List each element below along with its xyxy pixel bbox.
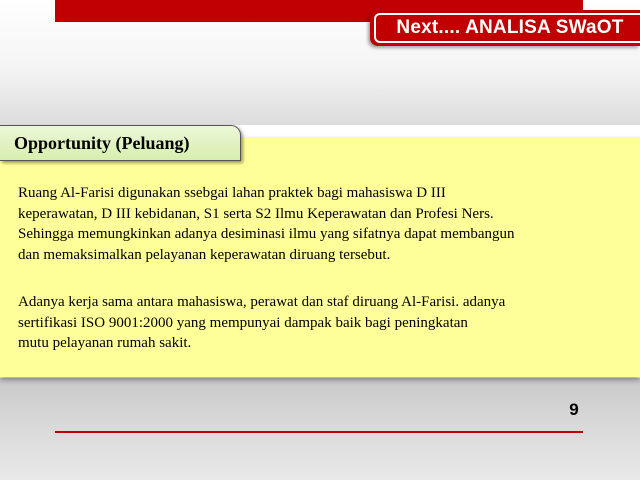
paragraph-line: mutu pelayanan rumah sakit. [18,335,192,351]
page-number: 9 [569,400,579,419]
title-banner-frame [374,13,640,43]
title-banner [370,10,640,46]
paragraph-line: dan memaksimalkan pelayanan keperawatan diruang tersebut. [18,246,391,263]
footer-background [0,378,640,480]
paragraph-line: Ruang Al-Farisi digunakan ssebgai lahan praktek bagi mahasiswa D III [18,185,446,201]
footer-divider [55,431,583,433]
section-heading-tab [0,125,241,161]
paragraph-line: keperawatan, D III kebidanan, S1 serta S2 Ilmu Keperawatan dan Profesi Ners. [18,205,494,222]
slide-title: Next.... ANALISA SWaOT [396,17,624,38]
paragraph-line: Sehingga memungkinkan adanya desiminasi ilmu yang sifatnya dapat membangun [18,226,515,242]
paragraph-line: sertifikasi ISO 9001:2000 yang mempunyai dampak baik bagi peningkatan [18,314,468,331]
paragraph-line: Adanya kerja sama antara mahasiswa, perawat dan staf diruang Al-Farisi. adanya [18,294,506,310]
paragraph-opportunity-2 [18,292,618,354]
paragraph-opportunity-1 [18,183,618,265]
section-heading: Opportunity (Peluang) [14,132,190,153]
